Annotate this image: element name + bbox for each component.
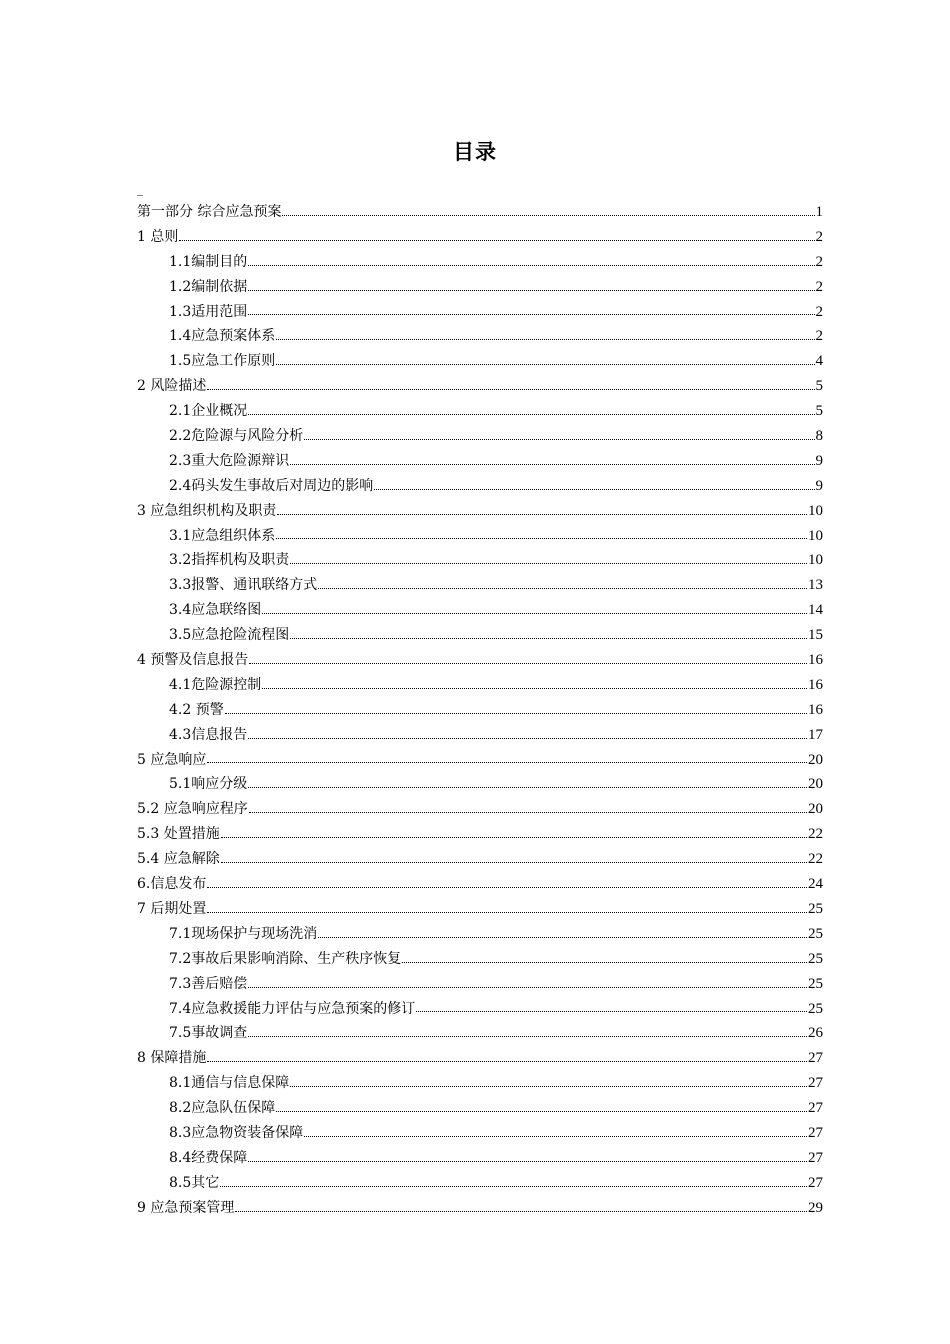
toc-entry-page-number: 27: [808, 1050, 823, 1067]
dot-leader: [416, 1010, 807, 1012]
toc-entry-page-number: 20: [808, 751, 823, 768]
dot-leader: [282, 214, 814, 216]
toc-entry-page-number: 25: [808, 1000, 823, 1017]
dot-leader: [220, 1185, 807, 1187]
dot-leader: [248, 289, 814, 291]
toc-entry[interactable]: [137, 897, 823, 922]
toc-entry[interactable]: [137, 374, 823, 399]
toc-entry-label: 7.2事故后果影响消除、生产秩序恢复: [169, 950, 402, 967]
toc-entry-label: 8.2应急队伍保障: [169, 1100, 276, 1117]
dot-leader: [276, 338, 814, 340]
toc-entry[interactable]: [137, 822, 823, 847]
dot-leader: [304, 1135, 807, 1137]
toc-entry[interactable]: [137, 872, 823, 897]
toc-entry-page-number: 25: [808, 950, 823, 967]
toc-entry-page-number: 2: [815, 228, 823, 245]
toc-entry-page-number: 27: [808, 1100, 823, 1117]
dot-leader: [225, 712, 807, 714]
toc-entry-page-number: 10: [808, 552, 823, 569]
toc-entry-label: 9 应急预案管理: [137, 1199, 235, 1216]
toc-entry-page-number: 25: [808, 975, 823, 992]
toc-entry-page-number: 13: [808, 577, 823, 594]
toc-entry[interactable]: [137, 1171, 823, 1196]
table-of-contents: [137, 200, 823, 1221]
dot-leader: [318, 936, 807, 938]
dot-leader: [290, 1085, 807, 1087]
toc-entry[interactable]: [137, 200, 823, 225]
toc-entry[interactable]: [137, 1071, 823, 1096]
toc-entry-page-number: 20: [808, 776, 823, 793]
toc-entry-label: 4 预警及信息报告: [137, 652, 249, 669]
toc-entry-label: 8.1通信与信息保障: [169, 1075, 290, 1092]
dot-leader: [221, 861, 807, 863]
toc-entry-label: 5.2 应急响应程序: [137, 801, 248, 818]
dot-leader: [207, 388, 814, 390]
toc-entry[interactable]: [137, 324, 823, 349]
toc-entry[interactable]: [137, 499, 823, 524]
toc-entry-label: 5.4 应急解除: [137, 851, 220, 868]
toc-entry-label: 1.2编制依据: [169, 278, 248, 295]
toc-entry[interactable]: [137, 972, 823, 997]
toc-entry-page-number: 27: [808, 1124, 823, 1141]
dot-leader: [207, 761, 807, 763]
toc-entry-label: 8.3应急物资装备保障: [169, 1124, 304, 1141]
toc-entry-label: 1.5应急工作原则: [169, 353, 276, 370]
toc-entry-label: 2.2危险源与风险分析: [169, 428, 304, 445]
toc-entry[interactable]: [137, 449, 823, 474]
toc-entry-label: 2 风险描述: [137, 378, 207, 395]
toc-entry[interactable]: [137, 673, 823, 698]
toc-entry-label: 3.3报警、通讯联络方式: [169, 577, 318, 594]
dot-leader: [290, 463, 814, 465]
toc-entry[interactable]: [137, 598, 823, 623]
toc-entry-label: 7.1现场保护与现场洗消: [169, 925, 318, 942]
toc-entry[interactable]: [137, 300, 823, 325]
toc-entry-label: 2.4码头发生事故后对周边的影响: [169, 477, 374, 494]
dot-leader: [277, 513, 807, 515]
toc-entry[interactable]: [137, 997, 823, 1022]
dot-leader: [276, 537, 807, 539]
toc-entry-page-number: 25: [808, 900, 823, 917]
toc-entry-label: 5 应急响应: [137, 751, 207, 768]
toc-entry-label: 1.1编制目的: [169, 253, 248, 270]
toc-entry[interactable]: [137, 424, 823, 449]
toc-entry[interactable]: [137, 349, 823, 374]
toc-entry[interactable]: [137, 648, 823, 673]
dot-leader: [207, 911, 807, 913]
toc-entry-label: 8.4经费保障: [169, 1149, 248, 1166]
toc-entry-page-number: 2: [815, 278, 823, 295]
toc-entry[interactable]: [137, 947, 823, 972]
toc-entry-page-number: 22: [808, 826, 823, 843]
toc-entry-page-number: 10: [808, 502, 823, 519]
toc-entry-page-number: 2: [815, 303, 823, 320]
toc-entry-label: 7 后期处置: [137, 900, 207, 917]
toc-entry-page-number: 27: [808, 1174, 823, 1191]
toc-entry-page-number: 9: [815, 477, 823, 494]
toc-entry[interactable]: [137, 1121, 823, 1146]
toc-entry-label: 3.2指挥机构及职责: [169, 552, 290, 569]
dot-leader: [402, 961, 807, 963]
dot-leader: [304, 438, 814, 440]
toc-entry[interactable]: [137, 573, 823, 598]
dot-leader: [248, 264, 814, 266]
dot-leader: [249, 662, 807, 664]
dot-leader: [318, 587, 807, 589]
dot-leader: [276, 1110, 807, 1112]
toc-entry-page-number: 16: [808, 676, 823, 693]
toc-entry[interactable]: [137, 225, 823, 250]
dot-leader: [248, 1035, 807, 1037]
toc-entry[interactable]: [137, 474, 823, 499]
dot-leader: [248, 737, 807, 739]
toc-entry-label: 7.3善后赔偿: [169, 975, 248, 992]
dot-leader: [262, 687, 807, 689]
toc-entry[interactable]: [137, 1096, 823, 1121]
toc-entry-page-number: 24: [808, 876, 823, 893]
dot-leader: [374, 488, 814, 490]
dot-leader: [248, 986, 807, 988]
toc-entry[interactable]: [137, 623, 823, 648]
toc-entry[interactable]: [137, 524, 823, 549]
toc-entry-page-number: 4: [815, 353, 823, 370]
dot-leader: [248, 1160, 807, 1162]
toc-entry-page-number: 2: [815, 253, 823, 270]
toc-entry[interactable]: [137, 847, 823, 872]
toc-entry-page-number: 29: [808, 1199, 823, 1216]
toc-entry-page-number: 26: [808, 1025, 823, 1042]
toc-entry-label: 8.5其它: [169, 1174, 220, 1191]
toc-entry[interactable]: [137, 748, 823, 773]
toc-entry-page-number: 17: [808, 726, 823, 743]
toc-entry-label: 1 总则: [137, 228, 179, 245]
toc-entry-page-number: 5: [815, 403, 823, 420]
dot-leader: [262, 612, 807, 614]
toc-entry-page-number: 27: [808, 1075, 823, 1092]
toc-entry-label: 4.1危险源控制: [169, 676, 262, 693]
toc-entry[interactable]: [137, 275, 823, 300]
dot-leader: [207, 886, 807, 888]
dot-leader: [248, 786, 807, 788]
toc-entry-page-number: 5: [815, 378, 823, 395]
toc-entry-label: 2.1企业概况: [169, 403, 248, 420]
toc-entry-page-number: 15: [808, 627, 823, 644]
toc-entry-page-number: 16: [808, 701, 823, 718]
dot-leader: [179, 239, 814, 241]
toc-entry-page-number: 10: [808, 527, 823, 544]
toc-entry-page-number: 20: [808, 801, 823, 818]
toc-entry-label: 5.3 处置措施: [137, 826, 220, 843]
toc-entry-label: 3.5应急抢险流程图: [169, 627, 290, 644]
toc-entry-label: 2.3重大危险源辩识: [169, 452, 290, 469]
toc-entry-label: 7.5事故调查: [169, 1025, 248, 1042]
toc-entry-label: 3.4应急联络图: [169, 602, 262, 619]
toc-entry-label: 4.3信息报告: [169, 726, 248, 743]
toc-entry[interactable]: [137, 250, 823, 275]
dot-leader: [221, 836, 807, 838]
toc-entry-label: 第一部分 综合应急预案: [137, 204, 282, 220]
toc-entry-page-number: 2: [815, 328, 823, 345]
toc-entry-label: 3 应急组织机构及职责: [137, 502, 277, 519]
toc-entry[interactable]: [137, 1146, 823, 1171]
toc-entry-label: 6.信息发布: [137, 876, 207, 893]
toc-entry-page-number: 22: [808, 851, 823, 868]
toc-entry-label: 1.4应急预案体系: [169, 328, 276, 345]
toc-entry[interactable]: [137, 1196, 823, 1221]
toc-entry-label: 8 保障措施: [137, 1050, 207, 1067]
toc-entry[interactable]: [137, 698, 823, 723]
toc-entry[interactable]: [137, 1046, 823, 1071]
toc-entry[interactable]: [137, 772, 823, 797]
toc-entry[interactable]: [137, 399, 823, 424]
dot-leader: [290, 637, 807, 639]
dot-leader: [249, 811, 807, 813]
dot-leader: [248, 313, 814, 315]
toc-entry[interactable]: [137, 548, 823, 573]
toc-entry[interactable]: [137, 922, 823, 947]
stray-mark: _: [137, 182, 143, 196]
toc-entry[interactable]: [137, 723, 823, 748]
toc-entry-page-number: 16: [808, 652, 823, 669]
toc-entry[interactable]: [137, 1021, 823, 1046]
toc-entry-page-number: 25: [808, 925, 823, 942]
dot-leader: [235, 1210, 807, 1212]
toc-entry-page-number: 27: [808, 1149, 823, 1166]
toc-entry-label: 5.1响应分级: [169, 776, 248, 793]
dot-leader: [276, 363, 814, 365]
toc-entry[interactable]: [137, 797, 823, 822]
toc-entry-label: 7.4应急救援能力评估与应急预案的修订: [169, 1000, 416, 1017]
toc-entry-label: 1.3适用范围: [169, 303, 248, 320]
toc-entry-label: 3.1应急组织体系: [169, 527, 276, 544]
toc-entry-page-number: 14: [808, 602, 823, 619]
toc-entry-label: 4.2 预警: [169, 701, 224, 718]
dot-leader: [290, 562, 807, 564]
page-title: 目录: [453, 140, 497, 164]
toc-entry-page-number: 8: [815, 428, 823, 445]
dot-leader: [207, 1060, 807, 1062]
toc-entry-page-number: 9: [815, 452, 823, 469]
toc-entry-page-number: 1: [815, 204, 823, 220]
dot-leader: [248, 413, 814, 415]
